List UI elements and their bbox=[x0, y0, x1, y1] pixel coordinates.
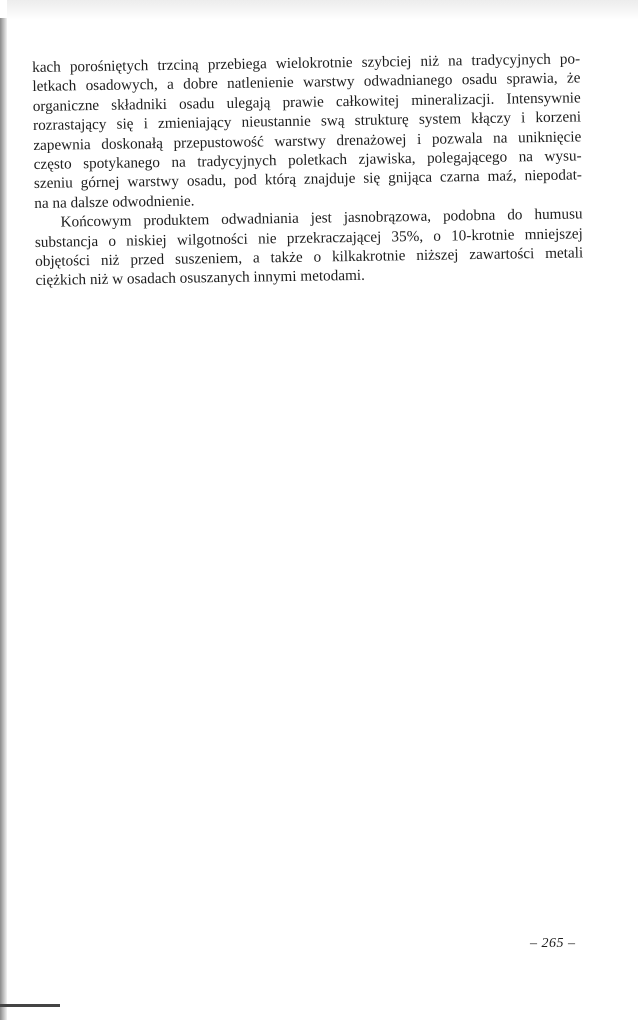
paragraph-2 bbox=[34, 204, 583, 290]
text-line: ciężkich niż w osadach osuszanych innymi metodami. bbox=[35, 267, 365, 290]
page-body-text bbox=[32, 49, 584, 290]
scan-shadow-top bbox=[7, 0, 638, 20]
text-line: zapewnia doskonałą przepustowość warstwy drenażowej i pozwala na uniknięcie bbox=[33, 127, 582, 154]
text-line: letkach osadowych, a dobre natlenienie warstwy odwadnianego osadu sprawia, że bbox=[32, 69, 581, 96]
text-line: Końcowym produktem odwadniania jest jasnobrązowa, podobna do humusu bbox=[60, 205, 583, 231]
page-number: – 265 – bbox=[530, 936, 576, 951]
text-line: rozrastający się i zmieniający nieustannie swą strukturę system kłączy i korzeni bbox=[32, 108, 582, 135]
text-line: szeniu górnej warstwy osadu, pod którą znajduje się gnijąca czarna maź, niepodat- bbox=[33, 166, 583, 193]
text-line: na na dalsze odwodnienie. bbox=[34, 192, 195, 212]
text-line: substancja o niskiej wilgotności nie przekraczającej 35%, o 10-krotnie mniejszej bbox=[34, 224, 583, 251]
paragraph-1 bbox=[32, 49, 582, 213]
text-line: objętości niż przed suszeniem, a także o kilkakrotnie niższej zawartości metali bbox=[35, 244, 584, 270]
text-line: organiczne składniki osadu ulegają prawie całkowitej mineralizacji. Intensywnie bbox=[32, 89, 581, 115]
scan-mark-bottom bbox=[0, 1004, 60, 1007]
text-line: kach porośniętych trzciną przebiega wielokrotnie szybciej niż na tradycyjnych po- bbox=[32, 50, 581, 76]
text-line: często spotykanego na tradycyjnych poletkach zjawiska, polegającego na wysu- bbox=[33, 147, 582, 173]
scan-shadow-left bbox=[0, 18, 7, 1020]
